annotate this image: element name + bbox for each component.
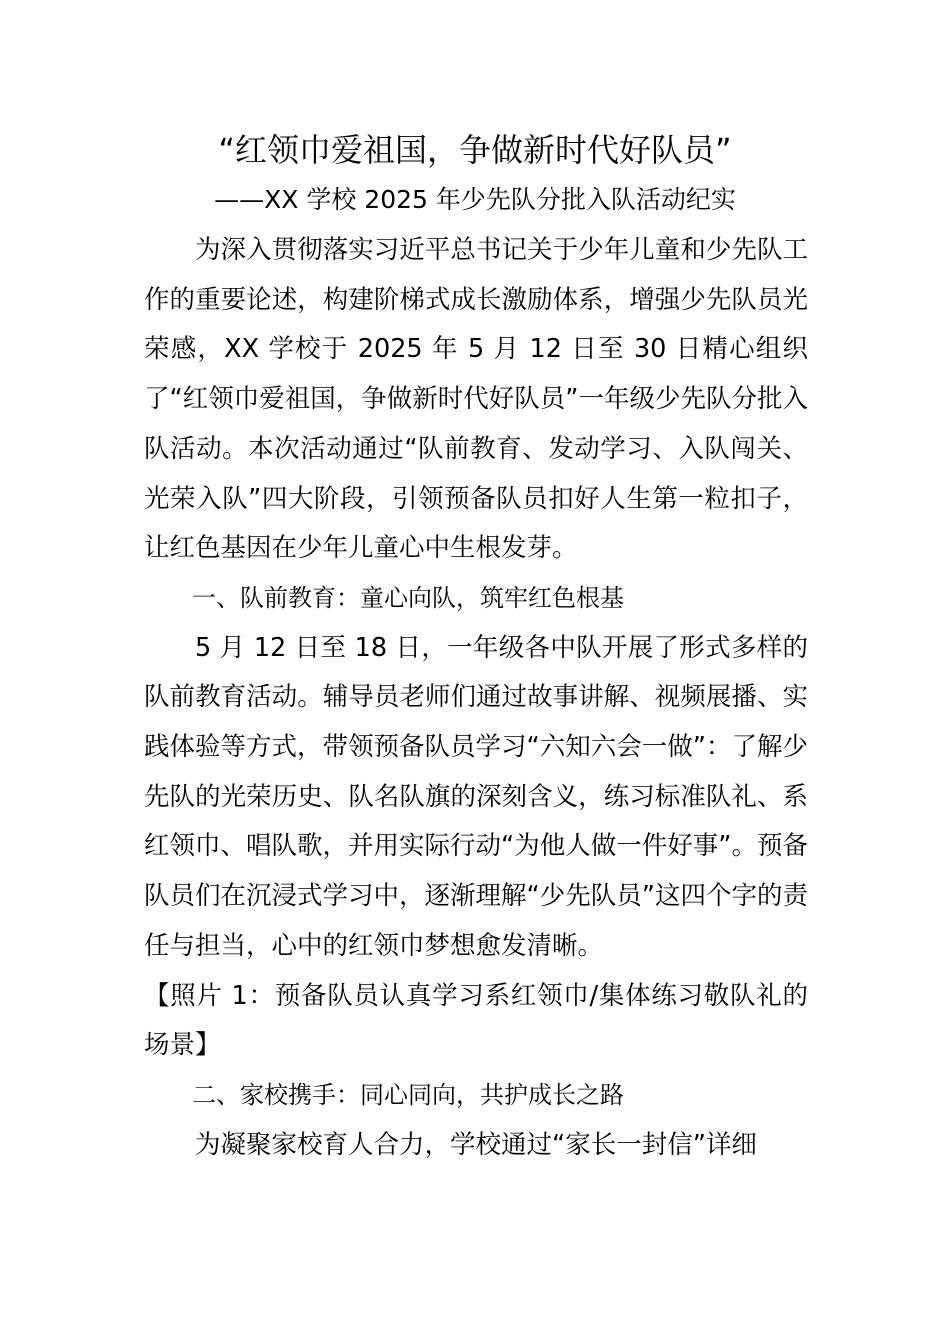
document-body [144,226,808,1170]
section-1-paragraph: 5 月 12 日至 18 日，一年级各中队开展了形式多样的队前教育活动。辅导员老师们通过故事讲解、视频展播、实践体验等方式，带领预备队员学习“六知六会一做”：了解少先队的光荣历史、队名队旗的深刻含义，练习标准队礼、系红领巾、唱队歌，并用实际行动“为他人做一件好事”。预备队员们在沉浸式学习中，逐渐理解“少先队员”这四个字的责任与担当，心中的红领巾梦想愈发清晰。 [144,632,808,961]
section-heading-1: 一、队前教育：童心向队，筑牢红色根基 [192,583,624,612]
section-heading-2: 二、家校携手：同心同向，共护成长之路 [192,1080,624,1109]
document-subtitle: ——XX 学校 2025 年少先队分批入队活动纪实 [214,185,736,214]
document-title: “红领巾爱祖国，争做新时代好队员” [218,131,732,169]
section-2-paragraph: 为凝聚家校育人合力，学校通过“家长一封信”详细 [195,1129,757,1160]
intro-paragraph: 为深入贯彻落实习近平总书记关于少年儿童和少先队工作的重要论述，构建阶梯式成长激励体系，增强少先队员光荣感，XX 学校于 2025 年 5 月 12 日至 30 日精心组织了“红领巾爱祖国，争做新时代好队员”一年级少先队分批入队活动。本次活动通过“队前教育、发动学习、入队闯关、光荣入队”四大阶段，引领预备队员扣好人生第一粒扣子，让红色基因在少年儿童心中生根发芽。 [144,235,808,564]
photo-caption-1: 【照片 1：预备队员认真学习系红领巾/集体练习敬队礼的场景】 [144,980,808,1061]
